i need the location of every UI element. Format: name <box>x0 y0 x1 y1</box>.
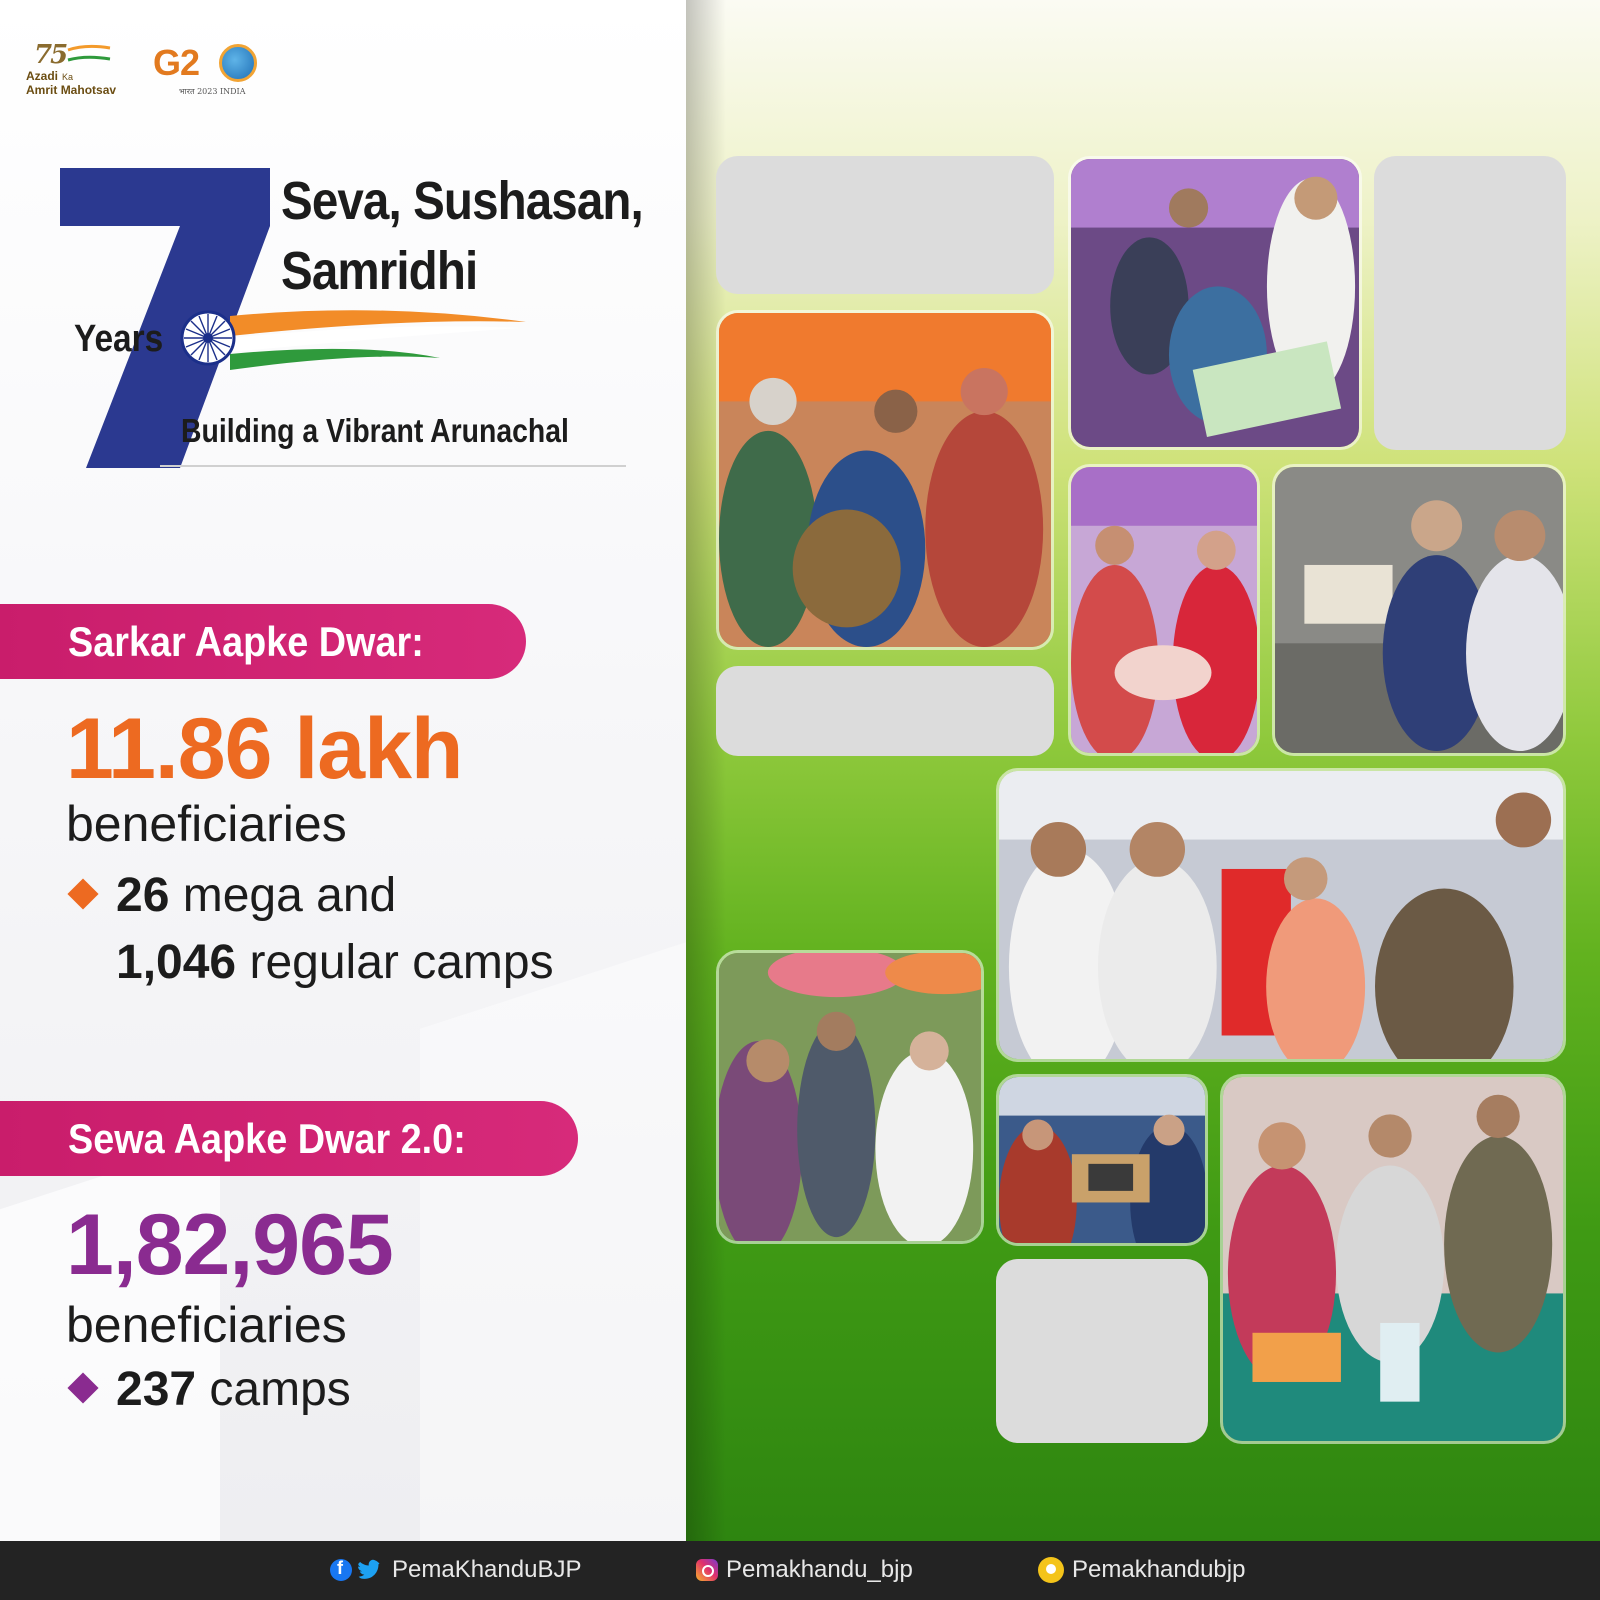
photo-piglet-handover <box>1068 464 1260 756</box>
akam-number: 75 <box>34 40 67 70</box>
flag-swoosh-icon <box>180 308 530 376</box>
tagline: Building a Vibrant Arunachal <box>181 412 569 449</box>
photo-computer-handover <box>996 1074 1208 1246</box>
photo-elderly-women <box>1272 464 1566 756</box>
azadi-ka-amrit-mahotsav-logo <box>26 40 138 104</box>
collage-placeholder <box>996 1259 1208 1443</box>
facebook-icon <box>330 1559 352 1581</box>
twitter-icon <box>356 1559 382 1581</box>
section1-mega-camps <box>66 868 396 923</box>
akam-wordmark <box>26 70 116 97</box>
years-label: Years <box>74 318 164 360</box>
camp-text: camps <box>196 1363 351 1416</box>
flag-stripes-icon <box>66 44 112 62</box>
section2-title: Sewa Aapke Dwar 2.0: <box>68 1115 466 1162</box>
g20-logo <box>153 42 263 100</box>
koo-handle-text: Pemakhandubjp <box>1072 1556 1246 1583</box>
instagram-handle-text: Pemakhandu_bjp <box>726 1556 913 1583</box>
regular-camp-text: regular camps <box>236 936 554 989</box>
photo-certificate-distribution <box>996 768 1566 1062</box>
collage-placeholder <box>716 156 1054 294</box>
facebook-twitter-handle-text: PemaKhanduBJP <box>392 1556 582 1583</box>
diamond-bullet-icon <box>67 1373 98 1404</box>
instagram-handle[interactable] <box>696 1555 913 1585</box>
divider <box>160 465 626 467</box>
section2-beneficiaries-label: beneficiaries <box>66 1297 347 1353</box>
akam-line2: Amrit <box>26 83 58 97</box>
photo-women-with-baskets <box>716 310 1054 650</box>
regular-camp-count: 1,046 <box>116 936 237 989</box>
background-facet <box>420 931 686 1541</box>
section1-beneficiaries-label: beneficiaries <box>66 796 347 852</box>
sewa-aapke-dwar-heading <box>0 1101 578 1176</box>
headline-line1: Seva, Sushasan, <box>281 171 643 231</box>
photo-indoor-health-camp <box>1220 1074 1566 1444</box>
section1-title: Sarkar Aapke Dwar: <box>68 618 424 665</box>
akam-ka: Ka <box>62 72 74 82</box>
facebook-twitter-handle[interactable] <box>330 1555 581 1585</box>
section2-beneficiary-count: 1,82,965 <box>66 1197 393 1293</box>
mega-camp-text: mega and <box>169 869 397 922</box>
mega-camp-count: 26 <box>116 869 170 922</box>
koo-icon <box>1038 1557 1064 1583</box>
camp-count: 237 <box>116 1363 197 1416</box>
section2-camps <box>66 1362 351 1417</box>
instagram-icon <box>696 1559 718 1581</box>
section1-beneficiary-count: 11.86 lakh <box>66 701 463 797</box>
footer-social-bar <box>0 1541 1600 1600</box>
g20-wordmark: G2 <box>153 42 200 83</box>
koo-handle[interactable] <box>1038 1555 1245 1585</box>
collage-placeholder <box>716 666 1054 756</box>
globe-icon <box>219 44 257 82</box>
collage-placeholder <box>1374 156 1566 450</box>
diamond-bullet-icon <box>67 879 98 910</box>
akam-line1: Azadi <box>26 69 59 83</box>
g20-subtitle: भारत 2023 INDIA <box>179 87 246 96</box>
photo-outdoor-health-camp <box>716 950 984 1244</box>
akam-line3: Mahotsav <box>60 83 117 97</box>
headline <box>281 166 643 306</box>
sarkar-aapke-dwar-heading <box>0 604 526 679</box>
headline-line2: Samridhi <box>281 241 478 301</box>
photo-distribution-camp <box>1068 156 1362 450</box>
section1-regular-camps <box>116 935 554 990</box>
